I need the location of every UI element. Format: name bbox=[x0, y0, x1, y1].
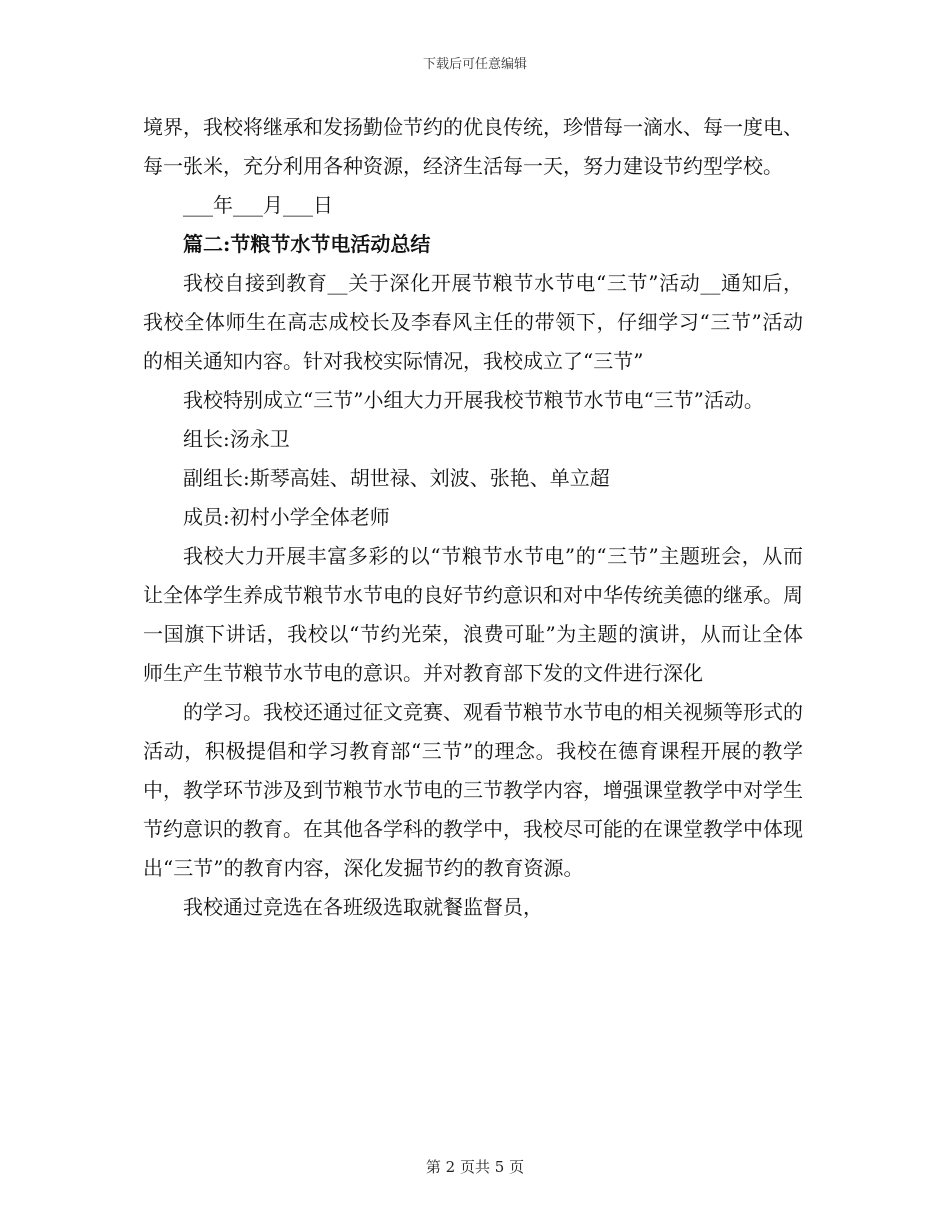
paragraph: 我校通过竞选在各班级选取就餐监督员， bbox=[183, 895, 543, 919]
members-line: 成员:初村小学全体老师 bbox=[183, 505, 390, 529]
group-leader-line: 组长:汤永卫 bbox=[183, 427, 290, 451]
paragraph: 我校特别成立“三节”小组大力开展我校节粮节水节电“三节”活动。 bbox=[183, 388, 764, 412]
page-number: 第 2 页共 5 页 bbox=[425, 1158, 525, 1176]
deputy-leaders-line: 副组长:斯琴高娃、胡世禄、刘波、张艳、单立超 bbox=[183, 466, 610, 490]
header-note: 下载后可任意编辑 bbox=[422, 57, 527, 72]
section-heading: 篇二:节粮节水节电活动总结 bbox=[183, 232, 431, 256]
paragraph-continuation: 境界，我校将继承和发扬勤俭节约的优良传统，珍惜每一滴水、每一度电、每一张米，充分利用各种资源，经济生活每一天，努力建设节约型学校。 bbox=[143, 115, 803, 178]
document-body bbox=[143, 108, 803, 927]
paragraph: 的学习。我校还通过征文竞赛、观看节粮节水节电的相关视频等形式的活动，积极提倡和学习教育部“三节”的理念。我校在德育课程开展的教学中，教学环节涉及到节粮节水节电的三节教学内容，增强课堂教学中对学生节约意识的教育。在其他各学科的教学中，我校尽可能的在课堂教学中体现出“三节”的教育内容，深化发掘节约的教育资源。 bbox=[143, 700, 803, 880]
date-line: ___年___月___日 bbox=[183, 193, 333, 217]
paragraph: 我校自接到教育__关于深化开展节粮节水节电“三节”活动__通知后，我校全体师生在高志成校长及李春风主任的带领下，仔细学习“三节”活动的相关通知内容。针对我校实际情况，我校成立了“三节” bbox=[143, 271, 803, 373]
paragraph: 我校大力开展丰富多彩的以“节粮节水节电”的“三节”主题班会，从而让全体学生养成节粮节水节电的良好节约意识和对中华传统美德的继承。周一国旗下讲话，我校以“节约光荣，浪费可耻”为主题的演讲，从而让全体师生产生节粮节水节电的意识。并对教育部下发的文件进行深化 bbox=[143, 544, 803, 685]
